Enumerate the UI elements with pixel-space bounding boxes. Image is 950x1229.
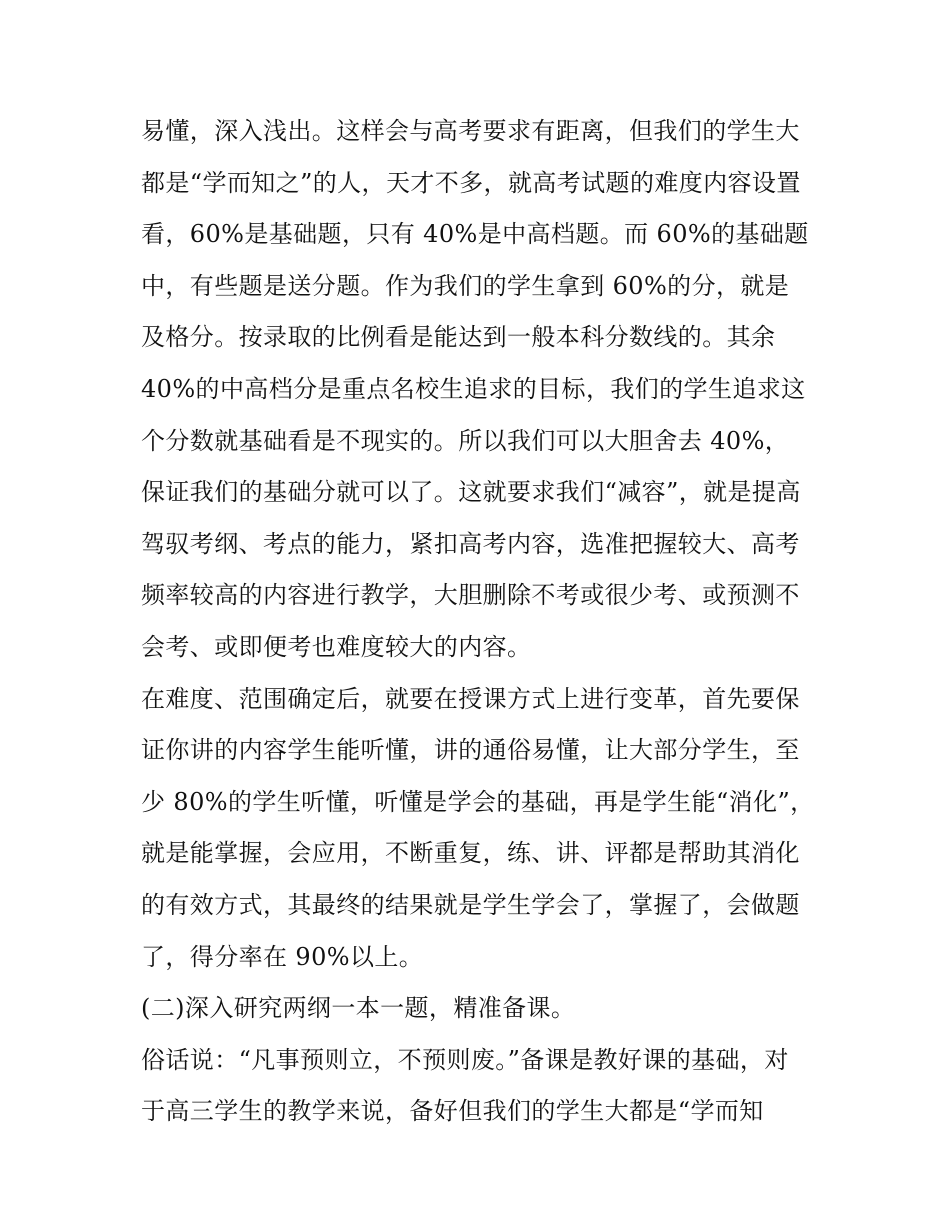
text-line: 中，有些题是送分题。作为我们的学生拿到 60%的分，就是 — [141, 271, 790, 300]
text-line: 于高三学生的教学来说，备好但我们的学生大都是“学而知 — [141, 1097, 764, 1126]
text-line: 少 80%的学生听懂，听懂是学会的基础，再是学生能“消化”， — [141, 787, 815, 816]
text-line: 就是能掌握，会应用，不断重复，练、讲、评都是帮助其消化 — [141, 839, 800, 868]
text-line: 在难度、范围确定后，就要在授课方式上进行变革，首先要保 — [141, 684, 800, 713]
section-heading: (二)深入研究两纲一本一题，精准备课。 — [141, 994, 576, 1023]
text-line: 看，60%是基础题，只有 40%是中高档题。而 60%的基础题 — [141, 220, 809, 249]
text-line: 了，得分率在 90%以上。 — [141, 942, 424, 971]
text-line: 会考、或即便考也难度较大的内容。 — [141, 632, 532, 661]
text-line: 证你讲的内容学生能听懂，讲的通俗易懂，让大部分学生，至 — [141, 736, 800, 765]
text-line: 个分数就基础看是不现实的。所以我们可以大胆舍去 40%， — [141, 426, 790, 455]
text-line: 40%的中高档分是重点名校生追求的目标，我们的学生追求这 — [141, 374, 806, 403]
text-line: 易懂，深入浅出。这样会与高考要求有距离，但我们的学生大 — [141, 117, 800, 145]
text-line: 保证我们的基础分就可以了。这就要求我们“减容”，就是提高 — [141, 478, 801, 507]
text-line: 的有效方式，其最终的结果就是学生学会了，掌握了，会做题 — [141, 890, 800, 919]
text-line: 驾驭考纲、考点的能力，紧扣高考内容，选准把握较大、高考 — [141, 529, 800, 558]
text-line: 俗话说：“凡事预则立，不预则废。”备课是教好课的基础，对 — [141, 1045, 789, 1074]
text-line: 频率较高的内容进行教学，大胆删除不考或很少考、或预测不 — [141, 581, 800, 610]
text-line: 都是“学而知之”的人，天才不多，就高考试题的难度内容设置 — [141, 168, 801, 197]
body-text — [141, 106, 821, 1138]
text-line: 及格分。按录取的比例看是能达到一般本科分数线的。其余 — [141, 323, 776, 352]
